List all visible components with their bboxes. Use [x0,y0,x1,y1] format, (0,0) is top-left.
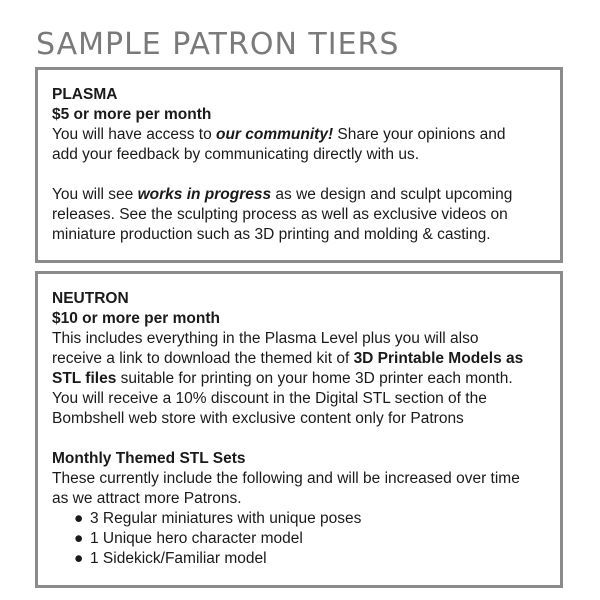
tier-description-line [52,125,546,145]
tier-description-line: releases. See the sculpting process as well as exclusive videos on [52,206,508,223]
tier-name: PLASMA [52,86,118,103]
list-item [74,509,546,529]
paragraph-spacer [52,165,546,185]
tier-description-line: These currently include the following and will be increased over time [52,470,520,487]
tier-description-line: Bombshell web store with exclusive content only for Patrons [52,410,464,427]
list-item [74,549,546,569]
tier-description-line: as we attract more Patrons. [52,490,242,507]
list-item-label: 3 Regular miniatures with unique poses [90,510,362,527]
paragraph-spacer [52,429,546,449]
tier-description-line [52,369,546,389]
page-title: SAMPLE PATRON TIERS [36,27,400,62]
bullet-icon: ● [74,510,84,527]
tier-card-neutron [35,271,563,588]
text-run: You will see [52,186,138,203]
list-item [74,529,546,549]
tier-description-line [52,349,546,369]
bullet-icon: ● [74,550,84,567]
tier-price: $5 or more per month [52,106,212,123]
list-item-label: 1 Sidekick/Familiar model [90,550,267,567]
emphasis-text: STL files [52,370,117,387]
emphasis-text: works in progress [137,186,272,203]
text-run: as we design and sculpt upcoming [271,186,513,203]
tier-description-line: This includes everything in the Plasma Level plus you will also [52,330,479,347]
tier-description-line: You will receive a 10% discount in the Digital STL section of the [52,390,487,407]
section-heading: Monthly Themed STL Sets [52,450,246,467]
emphasis-text: 3D Printable Models as [353,350,524,367]
tier-description-line: add your feedback by communicating directly with us. [52,146,420,163]
bullet-icon: ● [74,530,84,547]
text-run: suitable for printing on your home 3D printer each month. [116,370,513,387]
list-item-label: 1 Unique hero character model [90,530,303,547]
text-run: Share your opinions and [333,126,506,143]
tier-card-plasma [35,67,563,263]
tier-price: $10 or more per month [52,310,220,327]
text-run: receive a link to download the themed kit of [52,350,354,367]
tier-name: NEUTRON [52,290,129,307]
stl-set-list [52,509,546,569]
emphasis-text: our community! [216,126,334,143]
tier-description-line: miniature production such as 3D printing and molding & casting. [52,226,491,243]
text-run: You will have access to [52,126,216,143]
tier-description-line [52,185,546,205]
